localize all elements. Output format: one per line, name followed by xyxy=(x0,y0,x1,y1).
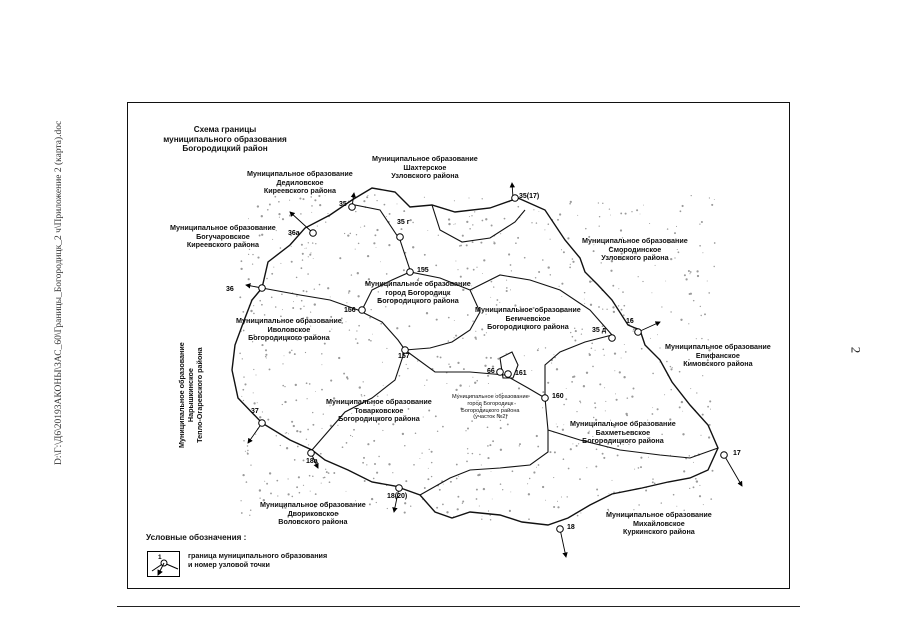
point-66: 66 xyxy=(487,368,495,375)
legend-title: Условные обозначения : xyxy=(146,533,247,542)
label-ivolovskoe: Муниципальное образование Иволовское Богородицкого района xyxy=(236,316,342,343)
page-number: 2 xyxy=(848,346,864,354)
label-dvorikovskoe: Муниципальное образование Двориковское Воловского района xyxy=(260,500,366,527)
point-157: 157 xyxy=(398,353,410,360)
file-path-text: D:\Г:\Д6\20193АКОНЫ\ЗАС_60\Границы_Богородицк_2 ч\Приложение 2 (карта).doc xyxy=(54,120,64,465)
point-35g: 35 г xyxy=(397,219,410,226)
point-36: 36 xyxy=(226,286,234,293)
label-smorodinskoe: Муниципальное образование Смородинское Узловского района xyxy=(582,236,688,263)
point-17: 17 xyxy=(733,450,741,457)
label-boguchar: Муниципальное образование Богучаровское Киреевского района xyxy=(170,223,276,250)
label-epifanskoe: Муниципальное образование Епифанское Кимовского района xyxy=(665,342,771,369)
point-18-20: 18(20) xyxy=(387,493,408,500)
point-160: 160 xyxy=(552,393,564,400)
point-37: 37 xyxy=(251,408,259,415)
point-35-17: 35(17) xyxy=(519,193,540,200)
label-dedilovskoe: Муниципальное образование Дедиловское Киреевского района xyxy=(247,169,353,196)
point-18a: 18а xyxy=(306,458,318,465)
label-gorod: Муниципальное образование город Богородицк Богородицкого района xyxy=(365,279,471,306)
point-18: 18 xyxy=(567,524,575,531)
label-narysh: Муниципальное образование Нарышкинское Тепло-Огаревского района xyxy=(177,342,204,448)
point-35d: 35 д xyxy=(592,327,607,334)
label-shakhterskoe: Муниципальное образование Шахтерское Узловского района xyxy=(372,154,478,181)
map-title: Схема границы муниципального образования Богородицкий район xyxy=(163,125,287,154)
label-tovarkovskoe: Муниципальное образование Товарковское Богородицкого района xyxy=(326,397,432,424)
point-16: 16 xyxy=(626,318,634,325)
point-155: 155 xyxy=(417,267,429,274)
point-156: 156 xyxy=(344,307,356,314)
legend-box xyxy=(147,551,180,577)
legend-point-1: 1 xyxy=(158,554,162,561)
point-36a: 36а xyxy=(288,230,300,237)
label-bakhmetevskoe: Муниципальное образование Бахметьевское Богородицкого района xyxy=(570,419,676,446)
point-161: 161 xyxy=(515,370,527,377)
label-begichevskoe: Муниципальное образование Бегичевское Богородицкого района xyxy=(475,305,581,332)
point-35: 35 xyxy=(339,201,347,208)
label-gorod-enclave: Муниципальное образование город Богородицк Богородицкого района (участок №2) xyxy=(452,394,529,421)
label-mikhailovskoe: Муниципальное образование Михайловское Куркинского района xyxy=(606,510,712,537)
legend-text: граница муниципального образования и номер узловой точки xyxy=(188,551,328,569)
